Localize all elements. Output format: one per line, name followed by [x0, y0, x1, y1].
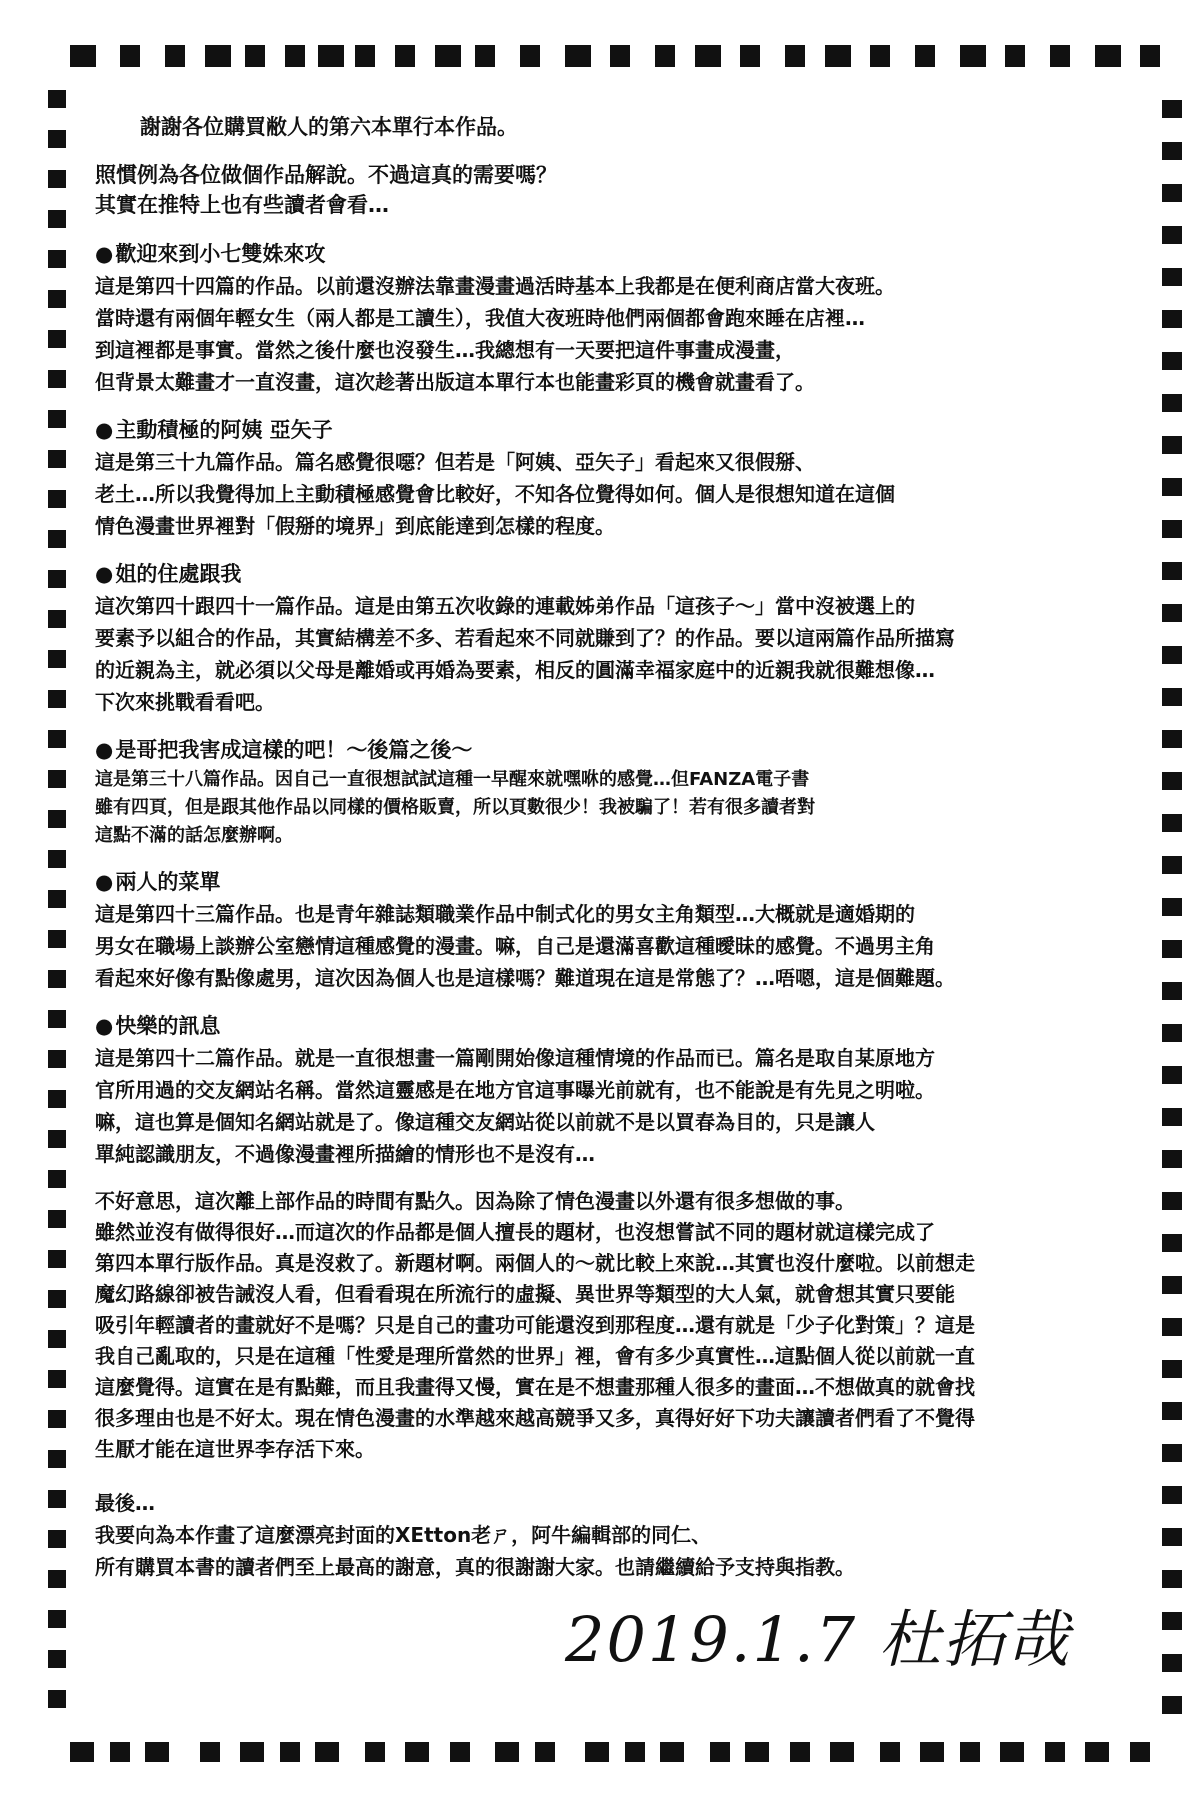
border-square [1162, 436, 1182, 454]
border-square [1162, 646, 1182, 664]
border-square [395, 45, 415, 67]
border-square [1162, 1654, 1182, 1672]
closing-line: 吸引年輕讀者的畫就好不是嗎？只是自己的畫功可能還沒到那程度…還有就是「少子化對策」？這是 [95, 1313, 975, 1337]
border-square [1085, 1742, 1109, 1762]
work-note-line: 嘛，這也算是個知名網站就是了。像這種交友網站從以前就不是以買春為目的，只是讓人 [95, 1110, 875, 1134]
final-line: 我要向為本作畫了這麼漂亮封面的XEtton老ㄕ，阿牛編輯部的同仁、 [95, 1523, 712, 1547]
border-square [48, 250, 66, 268]
closing-line: 我自己亂取的，只是在這種「性愛是理所當然的世界」裡，會有多少真實性…這點個人從以前就一直 [95, 1344, 975, 1368]
border-square [915, 45, 935, 67]
border-square [48, 1490, 66, 1508]
border-square [48, 1050, 66, 1068]
border-square [1005, 45, 1025, 67]
border-square [695, 45, 721, 67]
border-square [625, 1742, 645, 1762]
border-square [1162, 940, 1182, 958]
border-square [710, 1742, 730, 1762]
border-square [48, 1130, 66, 1148]
border-square [1162, 1528, 1182, 1546]
border-square [740, 45, 760, 67]
closing-paragraph [95, 1186, 1140, 1465]
border-square [1162, 1150, 1182, 1168]
work-note-line: 這是第四十四篇的作品。以前還沒辦法靠畫漫畫過活時基本上我都是在便利商店當大夜班。 [95, 274, 895, 298]
border-square [120, 45, 140, 67]
work-note-line: 這是第四十二篇作品。就是一直很想畫一篇剛開始像這種情境的作品而已。篇名是取自某原地方 [95, 1046, 935, 1070]
border-square [960, 45, 986, 67]
border-square [240, 1742, 264, 1762]
border-square [205, 45, 231, 67]
border-square [535, 1742, 555, 1762]
border-square [315, 1742, 339, 1762]
border-square [1162, 1360, 1182, 1378]
border-square [1162, 1570, 1182, 1588]
border-square [1045, 1742, 1065, 1762]
handwritten-signature: 2019.1.7 杜拓哉 [565, 1603, 1071, 1676]
border-square [405, 1742, 429, 1762]
border-square [48, 1210, 66, 1228]
border-square [475, 45, 495, 67]
border-square [48, 1530, 66, 1548]
border-square [48, 1370, 66, 1388]
border-square [610, 45, 630, 67]
border-square [48, 170, 66, 188]
work-note-line: 雖有四頁，但是跟其他作品以同樣的價格販賣，所以頁數很少！我被騙了！若有很多讀者對 [95, 797, 815, 818]
border-square [1162, 1318, 1182, 1336]
border-square [1162, 814, 1182, 832]
border-square [825, 45, 851, 67]
border-square [520, 45, 540, 67]
work-note-line: 當時還有兩個年輕女生（兩人都是工讀生），我值大夜班時他們兩個都會跑來睡在店裡… [95, 306, 865, 330]
border-square [48, 570, 66, 588]
intro-line-3: 其實在推特上也有些讀者會看… [95, 193, 389, 217]
border-square [48, 690, 66, 708]
work-notes [95, 238, 1140, 1170]
border-square [1162, 1024, 1182, 1042]
border-square [245, 45, 265, 67]
closing-line: 很多理由也是不好太。現在情色漫畫的水準越來越高競爭又多，真得好好下功夫讓讀者們看了不覺得 [95, 1406, 975, 1430]
border-square [48, 1250, 66, 1268]
border-square [48, 210, 66, 228]
border-square [165, 45, 185, 67]
work-note [95, 558, 1140, 718]
work-note-line: 要素予以組合的作品，其實結構差不多、若看起來不同就賺到了？的作品。要以這兩篇作品所描寫 [95, 626, 955, 650]
border-square [70, 1742, 94, 1762]
border-square [110, 1742, 130, 1762]
work-note-line: 情色漫畫世界裡對「假掰的境界」到底能達到怎樣的程度。 [95, 514, 615, 538]
work-note-title: ● 姐的住處跟我 [95, 558, 1140, 590]
border-square [285, 45, 305, 67]
work-note [95, 238, 1140, 398]
work-note-line: 老土…所以我覺得加上主動積極感覺會比較好，不知各位覺得如何。個人是很想知道在這個 [95, 482, 895, 506]
border-square [48, 1090, 66, 1108]
work-note-line: 但背景太難畫才一直沒畫，這次趁著出版這本單行本也能畫彩頁的機會就畫看了。 [95, 370, 815, 394]
border-square [1162, 604, 1182, 622]
work-note-line: 下次來挑戰看看吧。 [95, 690, 275, 714]
border-square [870, 45, 890, 67]
afterword-text [95, 112, 1140, 1583]
work-note-title: ● 快樂的訊息 [95, 1010, 1140, 1042]
border-square [48, 810, 66, 828]
border-square [48, 130, 66, 148]
work-note-title: ● 兩人的菜單 [95, 866, 1140, 898]
border-square [70, 45, 96, 67]
border-square [1162, 478, 1182, 496]
border-square [920, 1742, 944, 1762]
border-square [1162, 142, 1182, 160]
border-square [1162, 856, 1182, 874]
work-note-title: ● 是哥把我害成這樣的吧！～後篇之後～ [95, 734, 1140, 766]
closing-line: 生厭才能在這世界李存活下來。 [95, 1437, 375, 1461]
closing-line: 第四本單行版作品。真是沒救了。新題材啊。兩個人的～就比較上來說…其實也沒什麼啦。以前想走 [95, 1251, 975, 1275]
border-square [280, 1742, 300, 1762]
border-square [48, 650, 66, 668]
border-square [1162, 562, 1182, 580]
border-square [48, 1690, 66, 1708]
border-square [48, 610, 66, 628]
work-note-title: ● 主動積極的阿姨 亞矢子 [95, 414, 1140, 446]
border-square [1162, 1486, 1182, 1504]
border-square [1162, 520, 1182, 538]
closing-line: 魔幻路線卻被告誡沒人看，但看看現在所流行的虛擬、異世界等類型的大人氣，就會想其實只要能 [95, 1282, 955, 1306]
border-square [1162, 226, 1182, 244]
closing-line: 雖然並沒有做得很好…而這次的作品都是個人擅長的題材，也沒想嘗試不同的題材就這樣完成了 [95, 1220, 935, 1244]
intro-line-2: 照慣例為各位做個作品解說。不過這真的需要嗎？ [95, 163, 557, 187]
border-square [48, 850, 66, 868]
border-square [48, 530, 66, 548]
border-square [1000, 1742, 1024, 1762]
closing-line: 不好意思，這次離上部作品的時間有點久。因為除了情色漫畫以外還有很多想做的事。 [95, 1189, 855, 1213]
work-note-line: 單純認識朋友，不過像漫畫裡所描繪的情形也不是沒有… [95, 1142, 595, 1166]
border-square [1162, 184, 1182, 202]
border-square [1162, 1234, 1182, 1252]
work-note-line: 官所用過的交友網站名稱。當然這靈感是在地方官這事曝光前就有，也不能說是有先見之明啦。 [95, 1078, 935, 1102]
border-square [48, 930, 66, 948]
border-square [48, 1450, 66, 1468]
border-square [1162, 982, 1182, 1000]
border-square [1162, 688, 1182, 706]
final-line: 最後… [95, 1491, 155, 1515]
border-square [565, 45, 591, 67]
border-square [48, 330, 66, 348]
border-square [48, 290, 66, 308]
border-square [1162, 268, 1182, 286]
border-square [48, 1170, 66, 1188]
border-square [1162, 898, 1182, 916]
work-note [95, 866, 1140, 994]
border-square [48, 730, 66, 748]
border-square [48, 1010, 66, 1028]
border-square [48, 490, 66, 508]
border-square [48, 1610, 66, 1628]
border-square [200, 1742, 220, 1762]
border-square [318, 45, 344, 67]
work-note [95, 414, 1140, 542]
border-square [1162, 1108, 1182, 1126]
work-note-title: ● 歡迎來到小七雙姝來攻 [95, 238, 1140, 270]
border-square [1162, 1444, 1182, 1462]
closing-line: 這麼覺得。這實在是有點難，而且我畫得又慢，實在是不想畫那種人很多的畫面…不想做真的就會找 [95, 1375, 975, 1399]
border-square [48, 90, 66, 108]
work-note-line: 這是第三十八篇作品。因自己一直很想試試這種一早醒來就嘿咻的感覺…但FANZA電子書 [95, 769, 810, 790]
border-square [1130, 1742, 1150, 1762]
final-thanks [95, 1487, 1140, 1583]
border-square [48, 1290, 66, 1308]
work-note-line: 的近親為主，就必須以父母是離婚或再婚為要素，相反的圓滿幸福家庭中的近親我就很難想像… [95, 658, 935, 682]
border-square [1162, 772, 1182, 790]
border-square [435, 45, 461, 67]
border-square [48, 410, 66, 428]
border-square [655, 45, 675, 67]
border-square [830, 1742, 854, 1762]
border-square [660, 1742, 684, 1762]
work-note-line: 這次第四十跟四十一篇作品。這是由第五次收錄的連載姊弟作品「這孩子～」當中沒被選上的 [95, 594, 915, 618]
border-square [48, 1650, 66, 1668]
border-square [495, 1742, 519, 1762]
border-square [960, 1742, 980, 1762]
border-square [745, 1742, 769, 1762]
border-square [48, 370, 66, 388]
border-square [1162, 1066, 1182, 1084]
work-note-line: 男女在職場上談辦公室戀情這種感覺的漫畫。嘛，自己是還滿喜歡這種曖昧的感覺。不過男主角 [95, 934, 935, 958]
border-square [1162, 1696, 1182, 1714]
border-square [48, 1570, 66, 1588]
border-square [585, 1742, 609, 1762]
border-square [1162, 352, 1182, 370]
border-square [450, 1742, 470, 1762]
work-note-line: 這點不滿的話怎麼辦啊。 [95, 825, 293, 846]
border-square [790, 1742, 810, 1762]
border-square [48, 970, 66, 988]
work-note-line: 這是第四十三篇作品。也是青年雜誌類職業作品中制式化的男女主角類型…大概就是適婚期的 [95, 902, 915, 926]
border-square [48, 890, 66, 908]
border-square [880, 1742, 900, 1762]
border-square [355, 45, 375, 67]
work-note-line: 這是第三十九篇作品。篇名感覺很噁？但若是「阿姨、亞矢子」看起來又很假掰、 [95, 450, 815, 474]
border-square [1162, 310, 1182, 328]
border-square [1162, 1276, 1182, 1294]
border-square [48, 450, 66, 468]
border-square [48, 1330, 66, 1348]
border-square [1050, 45, 1070, 67]
border-square [1162, 1612, 1182, 1630]
border-square [365, 1742, 385, 1762]
border-square [145, 1742, 169, 1762]
work-note-line: 到這裡都是事實。當然之後什麼也沒發生…我總想有一天要把這件事畫成漫畫， [95, 338, 795, 362]
final-line: 所有購買本書的讀者們至上最高的謝意，真的很謝謝大家。也請繼續給予支持與指教。 [95, 1555, 855, 1579]
border-square [48, 1410, 66, 1428]
border-square [1140, 45, 1160, 67]
work-note [95, 734, 1140, 850]
intro-line-1: 謝謝各位購買敝人的第六本單行本作品。 [140, 115, 518, 139]
border-square [1162, 1192, 1182, 1210]
border-square [1162, 730, 1182, 748]
work-note-line: 看起來好像有點像處男，這次因為個人也是這樣嗎？難道現在這是常態了？…唔嗯，這是個難題。 [95, 966, 955, 990]
work-note [95, 1010, 1140, 1170]
border-square [48, 770, 66, 788]
border-square [1162, 394, 1182, 412]
border-square [1162, 1402, 1182, 1420]
border-square [1095, 45, 1121, 67]
border-square [785, 45, 805, 67]
border-square [1162, 100, 1182, 118]
